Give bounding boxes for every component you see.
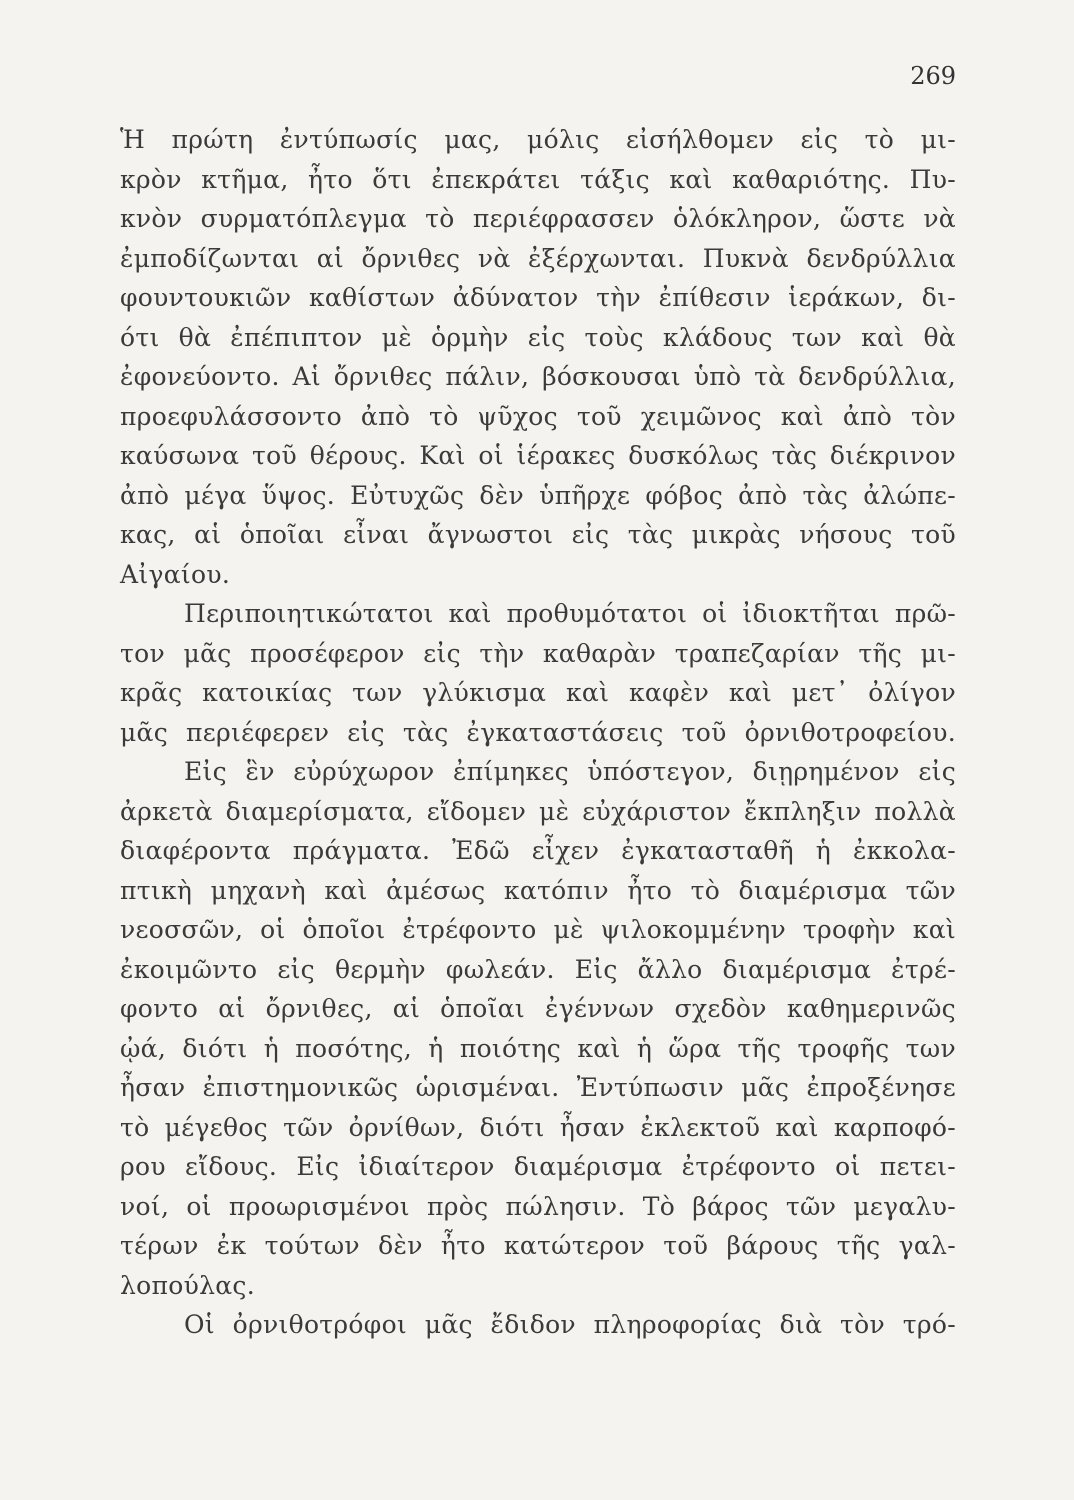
text-line: ότι θὰ ἐπέπιπτον μὲ ὁρμὴν εἰς τοὺς κλάδους των καὶ θὰ — [120, 322, 956, 352]
text-line: διαφέροντα πράγματα. Ἐδῶ εἶχεν ἐγκατασταθῆ ἡ ἐκκολα- — [120, 836, 956, 865]
text-line: προεφυλάσσοντο ἀπὸ τὸ ψῦχος τοῦ χειμῶνος καὶ ἀπὸ τὸν — [120, 401, 956, 431]
text-line: καύσωνα τοῦ θέρους. Καὶ οἱ ἱέρακες δυσκόλως τὰς διέκρινον — [120, 441, 956, 470]
text-line: νοί, οἱ προωρισμένοι πρὸς πώλησιν. Τὸ βάρος τῶν μεγαλυ- — [120, 1191, 956, 1221]
text-line: κρὸν κτῆμα, ἦτο ὅτι ἐπεκράτει τάξις καὶ καθαριότης. Πυ- — [120, 164, 956, 194]
text-line: μᾶς περιέφερεν εἰς τὰς ἐγκαταστάσεις τοῦ ὀρνιθοτροφείου. — [120, 717, 956, 747]
text-line: ἦσαν ἐπιστημονικῶς ὡρισμέναι. Ἐντύπωσιν μᾶς ἐπροξένησε — [120, 1073, 956, 1102]
text-line: πτικὴ μηχανὴ καὶ ἀμέσως κατόπιν ἦτο τὸ διαμέρισμα τῶν — [120, 875, 956, 905]
text-line: Αἰγαίου. — [120, 559, 231, 589]
text-line: ᾠά, διότι ἡ ποσότης, ἡ ποιότης καὶ ἡ ὥρα τῆς τροφῆς των — [120, 1033, 956, 1063]
text-line: λοπούλας. — [120, 1270, 255, 1300]
text-line: Ἡ πρώτη ἐντύπωσίς μας, μόλις εἰσήλθομεν εἰς τὸ μι- — [120, 125, 956, 154]
text-line: τὸ μέγεθος τῶν ὀρνίθων, διότι ἦσαν ἐκλεκτοῦ καὶ καρποφό- — [120, 1112, 956, 1142]
text-line: ἐμποδίζωνται αἱ ὄρνιθες νὰ ἐξέρχωνται. Πυκνὰ δενδρύλλια — [120, 243, 956, 273]
text-line: κνὸν συρματόπλεγμα τὸ περιέφρασσεν ὁλόκληρον, ὥστε νὰ — [120, 204, 956, 233]
text-line: κας, αἱ ὁποῖαι εἶναι ἄγνωστοι εἰς τὰς μικρὰς νήσους τοῦ — [120, 520, 956, 549]
text-line: ἀρκετὰ διαμερίσματα, εἴδομεν μὲ εὐχάριστον ἔκπληξιν πολλὰ — [120, 796, 956, 826]
text-line: τέρων ἐκ τούτων δὲν ἦτο κατώτερον τοῦ βάρους τῆς γαλ- — [120, 1231, 956, 1260]
text-line: φουντουκιῶν καθίστων ἀδύνατον τὴν ἐπίθεσιν ἱεράκων, δι- — [120, 283, 956, 312]
text-line: Οἱ ὀρνιθοτρόφοι μᾶς ἔδιδον πληροφορίας διὰ τὸν τρό- — [184, 1310, 956, 1339]
text-line: ἐφονεύοντο. Αἱ ὄρνιθες πάλιν, βόσκουσαι ὑπὸ τὰ δενδρύλλια, — [120, 362, 956, 391]
text-line: κρᾶς κατοικίας των γλύκισμα καὶ καφὲν καὶ μετ᾽ ὀλίγον — [120, 678, 956, 707]
text-line: ρου εἴδους. Εἰς ἰδιαίτερον διαμέρισμα ἐτρέφοντο οἱ πετει- — [120, 1152, 956, 1181]
text-line: ἐκοιμῶντο εἰς θερμὴν φωλεάν. Εἰς ἄλλο διαμέρισμα ἐτρέ- — [120, 954, 956, 984]
text-line: Περιποιητικώτατοι καὶ προθυμότατοι οἱ ἰδιοκτῆται πρῶ- — [184, 599, 956, 628]
body-text — [120, 120, 956, 1345]
text-line: νεοσσῶν, οἱ ὁποῖοι ἐτρέφοντο μὲ ψιλοκομμένην τροφὴν καὶ — [120, 915, 956, 944]
text-line: Εἰς ἓν εὐρύχωρον ἐπίμηκες ὑπόστεγον, διῃρημένον εἰς — [184, 757, 956, 786]
page-number: 269 — [910, 62, 956, 90]
text-line: ἀπὸ μέγα ὕψος. Εὐτυχῶς δὲν ὑπῆρχε φόβος ἀπὸ τὰς ἀλώπε- — [120, 480, 956, 510]
text-line: τον μᾶς προσέφερον εἰς τὴν καθαρὰν τραπεζαρίαν τῆς μι- — [120, 638, 956, 668]
text-line: φοντο αἱ ὄρνιθες, αἱ ὁποῖαι ἐγέννων σχεδὸν καθημερινῶς — [120, 994, 956, 1023]
